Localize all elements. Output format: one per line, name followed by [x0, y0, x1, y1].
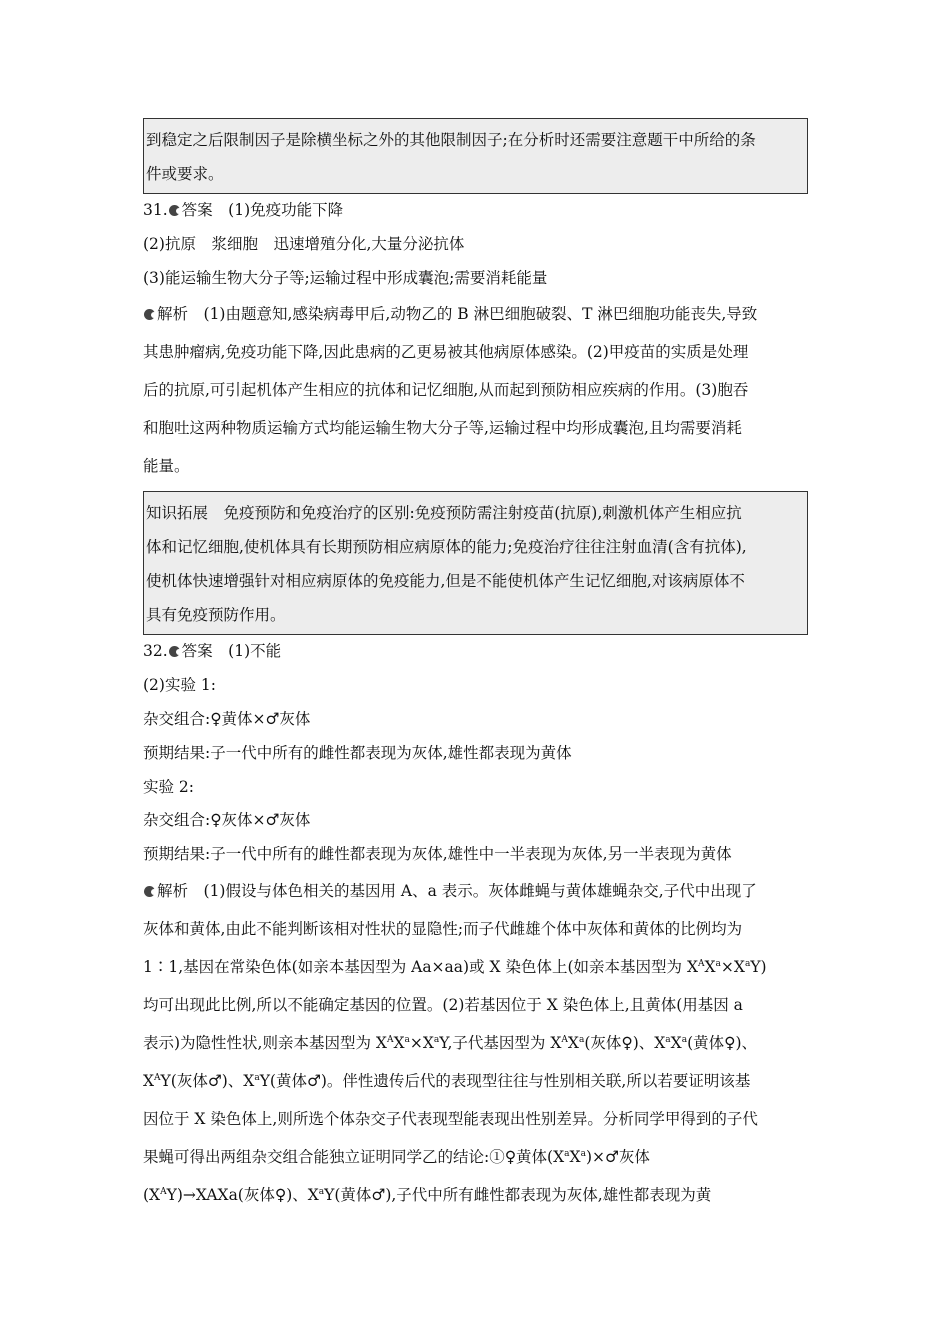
answer-text: 杂交组合:♀灰体×♂灰体	[143, 811, 311, 830]
text-run: (灰体♀)、X	[584, 1033, 666, 1052]
superscript: A	[561, 1034, 568, 1045]
answer-line	[143, 635, 808, 669]
superscript: a	[564, 1148, 570, 1159]
superscript: a	[254, 1072, 260, 1083]
analysis-text: 后的抗原,可引起机体产生相应的抗体和记忆细胞,从而起到预防相应疾病的作用。(3)胞吞	[143, 381, 749, 400]
text-run: X	[670, 1033, 682, 1052]
tip-line: 件或要求。	[146, 165, 224, 183]
analysis-text: 均可出现此比例,所以不能确定基因的位置。(2)若基因位于 X 染色体上,且黄体(用基因 a	[143, 995, 743, 1014]
superscript: a	[580, 1148, 586, 1159]
tip-line: 具有免疫预防作用。	[146, 606, 286, 625]
analysis-line	[143, 295, 808, 333]
answer-marker-icon	[169, 646, 180, 657]
answer-marker-icon	[169, 205, 180, 216]
superscript: a	[578, 1034, 585, 1045]
analysis-text	[143, 1062, 808, 1100]
analysis-text	[143, 1138, 808, 1176]
text-run: )×♂灰体	[585, 1147, 650, 1166]
text-run: 表示)为隐性性状,则亲本基因型为 X	[143, 1033, 387, 1052]
analysis-text: (1)由题意知,感染病毒甲后,动物乙的 B 淋巴细胞破裂、T 淋巴细胞功能丧失,导致	[188, 305, 758, 324]
tip-line: 体和记忆细胞,使机体具有长期预防相应病原体的能力;免疫治疗往往注射血清(含有抗体),	[146, 538, 747, 557]
answer-label: 答案	[181, 642, 213, 661]
text-run: X	[143, 1071, 155, 1090]
analysis-text: 和胞吐这两种物质运输方式均能运输生物大分子等,运输过程中均形成囊泡,且均需要消耗	[143, 419, 742, 438]
answer-text: (2)抗原 浆细胞 迅速增殖分化,大量分泌抗体	[143, 234, 465, 253]
knowledge-expansion-box	[143, 491, 808, 635]
superscript: A	[386, 1034, 394, 1045]
analysis-text: (1)假设与体色相关的基因用 A、a 表示。灰体雌蝇与黄体雄蝇杂交,子代中出现了	[188, 881, 757, 900]
text-run: Y(灰体♂)、X	[160, 1071, 255, 1090]
answer-text: (1)不能	[212, 642, 282, 661]
text-run: Y(黄体♂),子代中所有雌性都表现为灰体,雄性都表现为黄	[324, 1185, 712, 1204]
answer-text: 预期结果:子一代中所有的雌性都表现为灰体,雄性都表现为黄体	[143, 743, 572, 762]
tip-box-continued	[143, 118, 808, 194]
question-number: 32.	[143, 642, 168, 661]
question-32	[143, 635, 808, 1214]
text-run: X	[704, 957, 716, 976]
answer-text: 实验 2:	[143, 777, 195, 796]
tip-line: 使机体快速增强针对相应病原体的免疫能力,但是不能使机体产生记忆细胞,对该病原体不	[146, 572, 745, 591]
superscript: a	[433, 1034, 440, 1045]
tip-line: 到稳定之后限制因子是除横坐标之外的其他限制因子;在分析时还需要注意题干中所给的条	[146, 131, 756, 149]
superscript: A	[160, 1186, 167, 1197]
text-run: (X	[143, 1185, 161, 1204]
analysis-label: 解析	[157, 305, 189, 324]
analysis-text: 灰体和黄体,由此不能判断该相对性状的显隐性;而子代雌雄个体中灰体和黄体的比例均为	[143, 919, 743, 938]
answer-text: (1)免疫功能下降	[212, 201, 344, 219]
answer-label: 答案	[181, 201, 213, 219]
question-31	[143, 194, 808, 485]
text-run: ×X	[409, 1033, 434, 1052]
analysis-marker-icon	[144, 309, 155, 320]
answer-text: 预期结果:子一代中所有的雌性都表现为灰体,雄性中一半表现为灰体,另一半表现为黄体	[143, 845, 732, 864]
answer-text: (3)能运输生物大分子等;运输过程中形成囊泡;需要消耗能量	[143, 268, 548, 287]
analysis-label: 解析	[157, 881, 189, 900]
superscript: a	[404, 1034, 410, 1045]
tip-line: 知识拓展 免疫预防和免疫治疗的区别:免疫预防需注射疫苗(抗原),刺激机体产生相应抗	[146, 504, 742, 523]
text-run: X	[569, 1147, 581, 1166]
analysis-marker-icon	[144, 886, 155, 897]
text-run: Y,子代基因型为 X	[439, 1033, 562, 1052]
superscript: a	[681, 1034, 688, 1045]
answer-text: 杂交组合:♀黄体×♂灰体	[143, 709, 311, 728]
superscript: A	[154, 1072, 161, 1083]
text-run: (黄体♀)、	[687, 1033, 758, 1052]
analysis-text: 其患肿瘤病,免疫功能下降,因此患病的乙更易被其他病原体感染。(2)甲疫苗的实质是处理	[143, 343, 749, 362]
superscript: A	[697, 958, 705, 969]
text-run: X	[393, 1033, 405, 1052]
analysis-text	[143, 1024, 808, 1062]
superscript: a	[715, 958, 721, 969]
text-run: 果蝇可得出两组杂交组合能独立证明同学乙的结论:①♀黄体(X	[143, 1147, 565, 1166]
analysis-text	[143, 1176, 808, 1214]
analysis-line	[143, 872, 808, 910]
answer-line	[143, 194, 808, 228]
text-run: Y(黄体♂)。伴性遗传后代的表现型往往与性别相关联,所以若要证明该基	[259, 1071, 751, 1090]
text-run: 1∶1,基因在常染色体(如亲本基因型为 Aa×aa)或 X 染色体上(如亲本基因型为 X	[143, 957, 698, 976]
analysis-text: 因位于 X 染色体上,则所选个体杂交子代表现型能表现出性别差异。分析同学甲得到的子代	[143, 1109, 758, 1128]
superscript: a	[744, 958, 751, 969]
superscript: a	[318, 1186, 325, 1197]
page	[143, 118, 808, 1214]
analysis-text	[143, 948, 808, 986]
answer-text: (2)实验 1:	[143, 676, 216, 695]
text-run: Y)	[750, 957, 767, 976]
analysis-text: 能量。	[143, 457, 190, 476]
superscript: a	[665, 1034, 671, 1045]
text-run: X	[567, 1033, 579, 1052]
text-run: ×X	[720, 957, 745, 976]
question-number: 31.	[143, 201, 168, 219]
text-run: Y)→XAXa(灰体♀)、X	[166, 1185, 319, 1204]
